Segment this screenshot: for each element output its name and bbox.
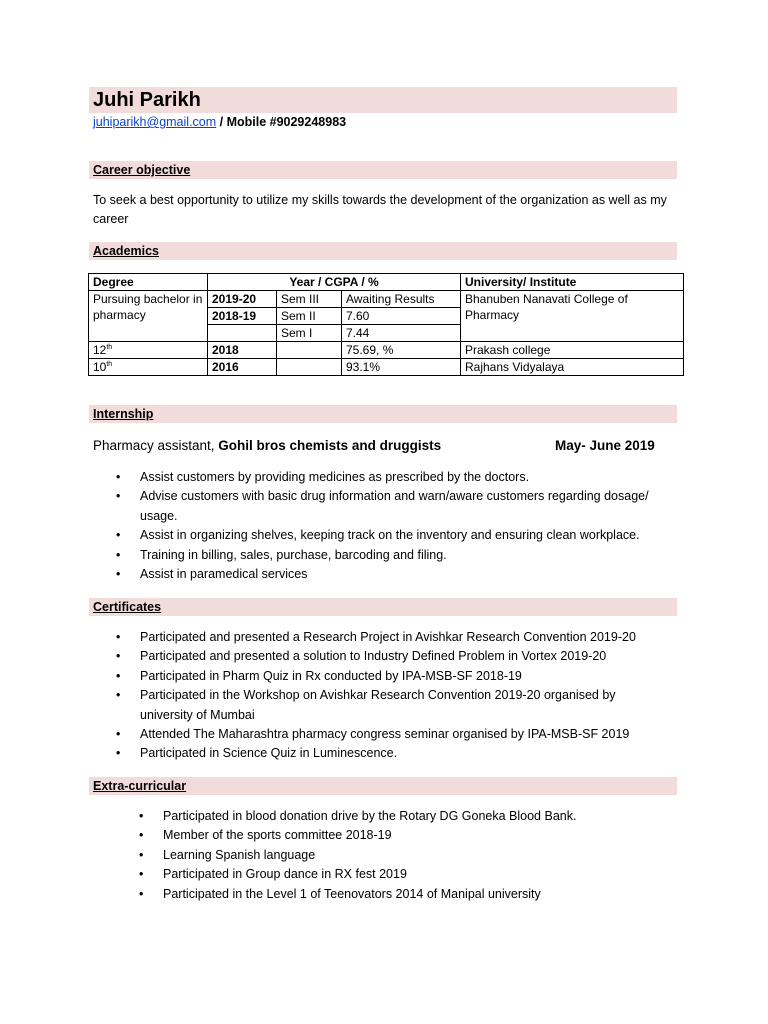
list-item: • Participated in Science Quiz in Luminescence. <box>116 744 656 763</box>
result-cell: 7.60 <box>342 308 461 325</box>
certificates-band <box>89 598 677 616</box>
internship-band <box>89 405 677 423</box>
year-cell: 2019-20 <box>208 291 277 308</box>
year-cell: 2016 <box>208 359 277 376</box>
list-item: • Attended The Maharashtra pharmacy congress seminar organised by IPA-MSB-SF 2019 <box>116 725 656 744</box>
academics-band <box>89 242 677 260</box>
list-item: • Assist in organizing shelves, keeping track on the inventory and ensuring clean workplace. <box>116 526 676 545</box>
result-cell: 93.1% <box>342 359 461 376</box>
list-item: • Participated and presented a Research Project in Avishkar Research Convention 2019-20 <box>116 628 656 647</box>
result-cell: 75.69, % <box>342 342 461 359</box>
academics-table <box>88 273 684 376</box>
certificates-bullets <box>116 628 656 764</box>
internship-company: Gohil bros chemists and druggists <box>218 438 442 453</box>
university-cell: Prakash college <box>461 342 684 359</box>
list-item: • Participated in Pharm Quiz in Rx conducted by IPA-MSB-SF 2018-19 <box>116 667 656 686</box>
extra-curricular-heading: Extra-curricular <box>93 779 187 793</box>
candidate-name: Juhi Parikh <box>93 89 201 111</box>
university-cell: Rajhans Vidyalaya <box>461 359 684 376</box>
year-cell <box>208 325 277 342</box>
header-year-cgpa: Year / CGPA / % <box>208 274 461 291</box>
extra-curricular-bullets <box>139 807 669 904</box>
sem-cell <box>277 342 342 359</box>
list-item: • Learning Spanish language <box>139 846 669 865</box>
list-item: • Participated in Group dance in RX fest 2019 <box>139 865 669 884</box>
mobile-text: / Mobile #9029248983 <box>216 115 347 129</box>
sem-cell <box>277 359 342 376</box>
career-objective-heading: Career objective <box>93 163 191 177</box>
list-item: • Participated in the Workshop on Avishkar Research Convention 2019-20 organised by university of Mumbai <box>116 686 656 725</box>
year-cell: 2018-19 <box>208 308 277 325</box>
table-header-row <box>89 274 684 291</box>
year-cell: 2018 <box>208 342 277 359</box>
list-item: • Participated in the Level 1 of Teenovators 2014 of Manipal university <box>139 885 669 904</box>
degree-cell: 10th <box>89 359 208 376</box>
email-link[interactable]: juhiparikh@gmail.com <box>93 115 217 129</box>
table-row <box>89 359 684 376</box>
list-item: • Member of the sports committee 2018-19 <box>139 826 669 845</box>
internship-role: Pharmacy assistant, <box>93 438 219 453</box>
list-item: • Advise customers with basic drug information and warn/aware customers regarding dosage/ usage. <box>116 487 676 526</box>
degree-cell: 12th <box>89 342 208 359</box>
contact-line <box>93 114 346 130</box>
internship-bullets <box>116 468 676 584</box>
list-item: • Participated in blood donation drive by the Rotary DG Goneka Blood Bank. <box>139 807 669 826</box>
header-degree: Degree <box>89 274 208 291</box>
academics-heading: Academics <box>93 244 160 258</box>
university-cell: Bhanuben Nanavati College of Pharmacy <box>461 291 684 342</box>
result-cell: Awaiting Results <box>342 291 461 308</box>
sem-cell: Sem III <box>277 291 342 308</box>
sem-cell: Sem I <box>277 325 342 342</box>
header-university: University/ Institute <box>461 274 684 291</box>
certificates-heading: Certificates <box>93 600 162 614</box>
result-cell: 7.44 <box>342 325 461 342</box>
degree-cell: Pursuing bachelor in pharmacy <box>89 291 208 342</box>
list-item: • Training in billing, sales, purchase, barcoding and filing. <box>116 546 676 565</box>
table-row <box>89 342 684 359</box>
list-item: • Assist in paramedical services <box>116 565 676 584</box>
list-item: • Assist customers by providing medicines as prescribed by the doctors. <box>116 468 676 487</box>
list-item: • Participated and presented a solution to Industry Defined Problem in Vortex 2019-20 <box>116 647 656 666</box>
table-row <box>89 291 684 308</box>
internship-line <box>93 437 663 455</box>
internship-dates: May- June 2019 <box>555 438 655 453</box>
career-objective-text: To seek a best opportunity to utilize my skills towards the development of the organization as well as my career <box>93 193 667 226</box>
internship-heading: Internship <box>93 407 154 421</box>
sem-cell: Sem II <box>277 308 342 325</box>
